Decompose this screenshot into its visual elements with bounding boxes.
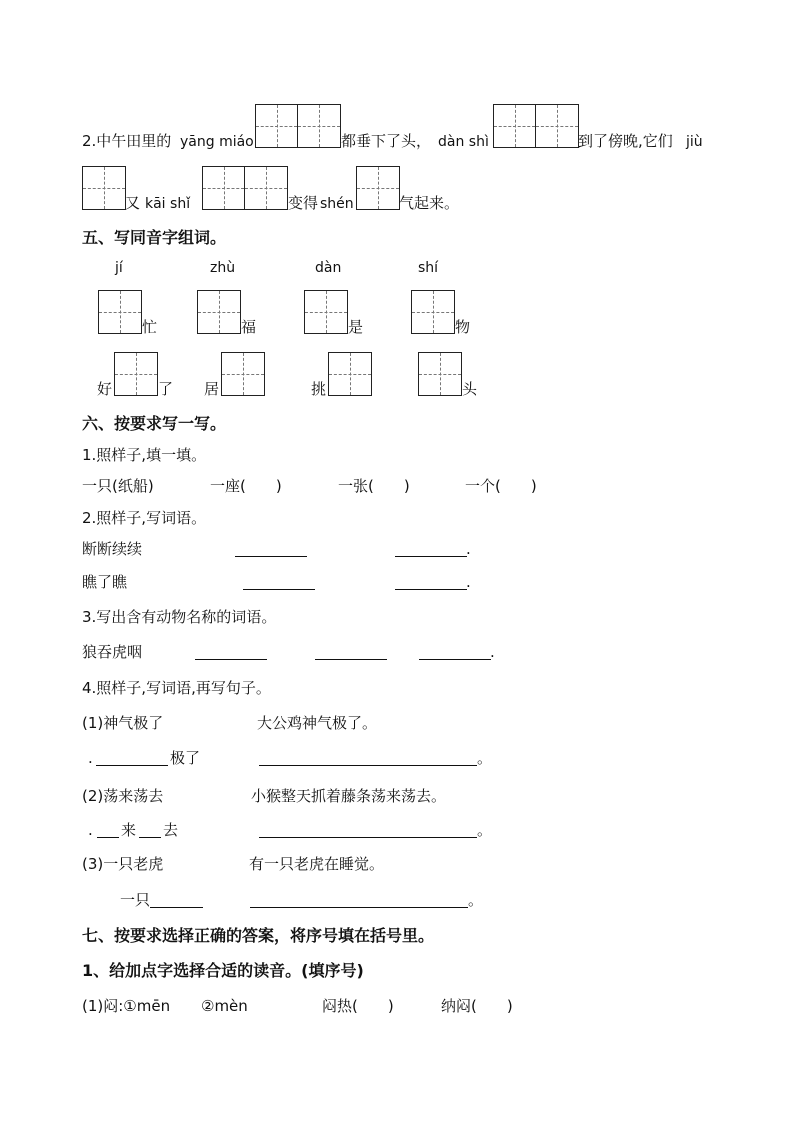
s7-sub-1: 1、给加点字选择合适的读音。(填序号) bbox=[82, 961, 364, 980]
lead-dot: . bbox=[88, 821, 93, 839]
word-char: 挑 bbox=[311, 380, 327, 398]
writing-grid[interactable] bbox=[221, 352, 265, 396]
q4-example-3-sentence: 有一只老虎在睡觉。 bbox=[249, 855, 385, 873]
answer-blank[interactable] bbox=[150, 907, 203, 908]
q4-example-1-sentence: 大公鸡神气极了。 bbox=[257, 714, 378, 732]
q4-title: 4.照样子,写词语,再写句子。 bbox=[82, 679, 271, 697]
q2b-example-1: 断断续续 bbox=[82, 540, 143, 558]
q2-text-5: 气起来。 bbox=[399, 194, 460, 212]
q2-pinyin-1: yāng miáo bbox=[180, 134, 254, 150]
q2-text-1: 都垂下了头， bbox=[341, 132, 432, 150]
q1-blank-3[interactable]: 一个( ) bbox=[465, 477, 537, 495]
answer-blank[interactable] bbox=[139, 837, 161, 838]
writing-grid[interactable] bbox=[98, 290, 142, 334]
lead-dot: . bbox=[88, 749, 93, 767]
q4-example-2-sentence: 小猴整天抓着藤条荡来荡去。 bbox=[251, 787, 447, 805]
pinyin-zhu: zhù bbox=[210, 260, 236, 276]
s7-line1-word2[interactable]: 纳闷( ) bbox=[441, 997, 513, 1015]
writing-grid[interactable] bbox=[328, 352, 372, 396]
sentence-blank[interactable] bbox=[250, 907, 468, 908]
section-6-heading: 六、按要求写一写。 bbox=[82, 414, 227, 433]
end-mark: . bbox=[466, 573, 471, 591]
sentence-blank[interactable] bbox=[259, 837, 477, 838]
word-char: 福 bbox=[241, 318, 257, 336]
writing-grid[interactable] bbox=[418, 352, 462, 396]
q3-example: 狼吞虎咽 bbox=[82, 643, 143, 661]
word-char: 好 bbox=[97, 380, 113, 398]
q4-blank-2-mid1: 来 bbox=[121, 821, 137, 839]
q2-pinyin-4: kāi shǐ bbox=[145, 196, 191, 212]
writing-grid[interactable] bbox=[493, 104, 579, 148]
answer-blank[interactable] bbox=[96, 765, 168, 766]
answer-blank[interactable] bbox=[395, 589, 467, 590]
writing-grid[interactable] bbox=[197, 290, 241, 334]
q2-text-4: 变得 bbox=[288, 194, 319, 212]
answer-blank[interactable] bbox=[395, 556, 467, 557]
q1-title: 1.照样子,填一填。 bbox=[82, 446, 207, 464]
answer-blank[interactable] bbox=[315, 659, 387, 660]
s7-line1-option2: ②mèn bbox=[201, 997, 248, 1015]
word-char: 物 bbox=[455, 318, 471, 336]
end-mark: . bbox=[490, 643, 495, 661]
q4-example-2-word: (2)荡来荡去 bbox=[82, 787, 164, 805]
writing-grid[interactable] bbox=[114, 352, 158, 396]
end-mark: 。 bbox=[468, 891, 484, 909]
writing-grid[interactable] bbox=[202, 166, 288, 210]
q4-blank-2-mid2: 去 bbox=[163, 821, 179, 839]
q4-example-3-word: (3)一只老虎 bbox=[82, 855, 164, 873]
s7-line1-label: (1)闷:①mēn bbox=[82, 997, 171, 1015]
section-5-heading: 五、写同音字组词。 bbox=[82, 228, 227, 247]
q2-text-2: 到了傍晚,它们 bbox=[578, 132, 673, 150]
end-mark: 。 bbox=[477, 821, 493, 839]
q2-pinyin-5: shén bbox=[320, 196, 354, 212]
writing-grid[interactable] bbox=[356, 166, 400, 210]
q1-blank-1[interactable]: 一座( ) bbox=[210, 477, 282, 495]
writing-grid[interactable] bbox=[255, 104, 341, 148]
q2-prefix: 2.中午田里的 bbox=[82, 132, 172, 150]
q2-pinyin-3: jiù bbox=[686, 134, 703, 150]
q4-blank-3-lead: 一只 bbox=[120, 891, 151, 909]
q1-example: 一只(纸船) bbox=[82, 477, 154, 495]
word-char: 忙 bbox=[142, 318, 158, 336]
word-char: 是 bbox=[348, 318, 364, 336]
writing-grid[interactable] bbox=[82, 166, 126, 210]
q4-example-1-word: (1)神气极了 bbox=[82, 714, 164, 732]
pinyin-shi: shí bbox=[418, 260, 439, 276]
writing-grid[interactable] bbox=[411, 290, 455, 334]
q2-text-3: 又 bbox=[125, 194, 141, 212]
section-7-heading: 七、按要求选择正确的答案，将序号填在括号里。 bbox=[82, 926, 435, 945]
answer-blank[interactable] bbox=[97, 837, 119, 838]
sentence-blank[interactable] bbox=[259, 765, 477, 766]
answer-blank[interactable] bbox=[419, 659, 491, 660]
answer-blank[interactable] bbox=[243, 589, 315, 590]
pinyin-ji: jí bbox=[115, 260, 123, 276]
end-mark: . bbox=[466, 540, 471, 558]
word-char: 居 bbox=[204, 380, 220, 398]
answer-blank[interactable] bbox=[235, 556, 307, 557]
q2b-example-2: 瞧了瞧 bbox=[82, 573, 128, 591]
q1-blank-2[interactable]: 一张( ) bbox=[338, 477, 410, 495]
writing-grid[interactable] bbox=[304, 290, 348, 334]
end-mark: 。 bbox=[477, 749, 493, 767]
q3-title: 3.写出含有动物名称的词语。 bbox=[82, 608, 277, 626]
word-char: 头 bbox=[462, 380, 478, 398]
s7-line1-word1[interactable]: 闷热( ) bbox=[322, 997, 394, 1015]
word-char: 了 bbox=[158, 380, 174, 398]
q4-blank-1-mid: 极了 bbox=[170, 749, 201, 767]
answer-blank[interactable] bbox=[195, 659, 267, 660]
q2-pinyin-2: dàn shì bbox=[438, 134, 489, 150]
q2b-title: 2.照样子,写词语。 bbox=[82, 509, 207, 527]
pinyin-dan: dàn bbox=[315, 260, 342, 276]
